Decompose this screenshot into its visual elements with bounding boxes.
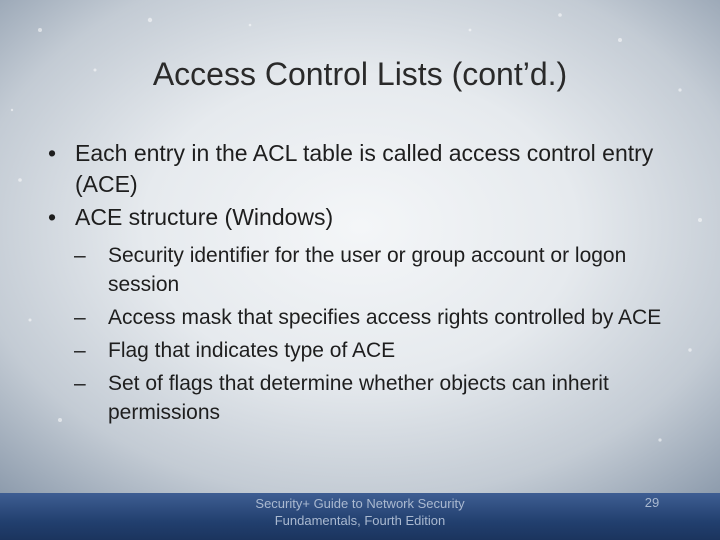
sub-bullet-item: [74, 369, 688, 427]
footer-bar: [0, 493, 720, 540]
sub-bullet-mark: –: [74, 339, 86, 362]
sub-bullet-text: Flag that indicates type of ACE: [108, 339, 396, 362]
footer-text: Security+ Guide to Network Security Fundamentals, Fourth Edition: [255, 496, 465, 528]
bullet-item: [48, 138, 688, 200]
sub-bullet-mark: –: [74, 306, 86, 329]
sub-bullet-item: [74, 303, 688, 332]
sub-bullet-text: Security identifier for the user or group account or logon session: [108, 244, 627, 296]
sub-bullet-mark: –: [74, 372, 86, 395]
bullet-mark: •: [48, 204, 57, 230]
slide-body: [48, 138, 688, 431]
sub-bullet-list: [74, 241, 688, 427]
sub-bullet-text: Access mask that specifies access rights controlled by ACE: [108, 306, 662, 329]
sub-bullet-mark: –: [74, 244, 86, 267]
bullet-text: ACE structure (Windows): [75, 204, 334, 230]
sub-bullet-item: [74, 336, 688, 365]
bullet-item: [48, 202, 688, 233]
sub-bullet-text: Set of flags that determine whether objects can inherit permissions: [108, 372, 609, 424]
bullet-mark: •: [48, 140, 57, 166]
slide-title: Access Control Lists (cont’d.): [152, 56, 568, 92]
page-number: 29: [644, 495, 660, 510]
bullet-text: Each entry in the ACL table is called access control entry (ACE): [75, 140, 654, 197]
sub-bullet-item: [74, 241, 688, 299]
